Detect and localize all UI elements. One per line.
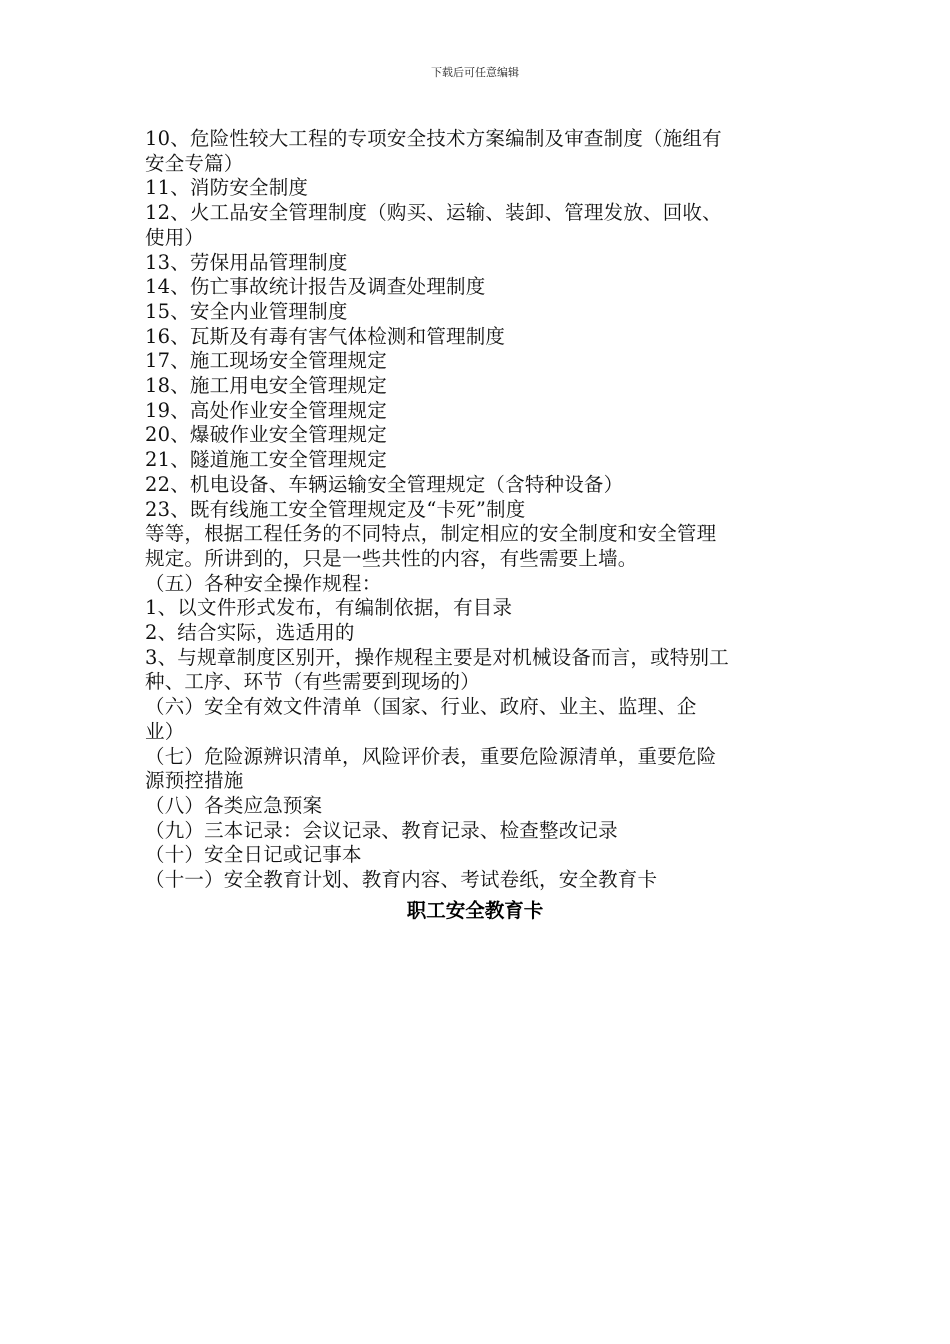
text-line: 2、结合实际，选适用的 (145, 621, 355, 645)
text-line: 1、以文件形式发布，有编制依据，有目录 (145, 596, 513, 620)
text-line: 16、瓦斯及有毒有害气体检测和管理制度 (145, 324, 506, 348)
text-line: 安全专篇） (145, 151, 244, 175)
text-line: 11、消防安全制度 (145, 176, 309, 200)
text-line: （七）危险源辨识清单，风险评价表，重要危险源清单，重要危险 (145, 744, 717, 768)
text-line: 22、机电设备、车辆运输安全管理规定（含特种设备） (145, 472, 624, 496)
text-line: 21、隧道施工安全管理规定 (145, 448, 387, 472)
text-line: 业） (145, 719, 185, 743)
document-body (145, 127, 810, 893)
text-line: 15、安全内业管理制度 (145, 299, 348, 323)
text-line: 等等，根据工程任务的不同特点，制定相应的安全制度和安全管理 (145, 522, 717, 546)
text-line: （十一）安全教育计划、教育内容、考试卷纸，安全教育卡 (145, 868, 658, 892)
text-line: 17、施工现场安全管理规定 (145, 349, 387, 373)
text-line: 19、高处作业安全管理规定 (145, 398, 387, 422)
text-line: 13、劳保用品管理制度 (145, 250, 348, 274)
text-line: 10、危险性较大工程的专项安全技术方案编制及审查制度（施组有 (145, 127, 722, 150)
text-line: 20、爆破作业安全管理规定 (145, 423, 387, 447)
text-line: 23、既有线施工安全管理规定及“卡死”制度 (145, 497, 526, 521)
text-line: 3、与规章制度区别开，操作规程主要是对机械设备而言，或特别工 (145, 645, 729, 669)
text-line: 12、火工品安全管理制度（购买、运输、装卸、管理发放、回收、 (145, 201, 722, 225)
text-line: （九）三本记录：会议记录、教育记录、检查整改记录 (145, 818, 618, 842)
text-line: 使用） (145, 225, 205, 249)
text-line: 14、伤亡事故统计报告及调查处理制度 (145, 275, 486, 299)
text-line: （八）各类应急预案 (145, 793, 323, 817)
text-line: 18、施工用电安全管理规定 (145, 374, 387, 398)
text-line: 源预控措施 (145, 769, 244, 793)
text-line: 种、工序、环节（有些需要到现场的） (145, 670, 480, 694)
text-line: （十）安全日记或记事本 (145, 843, 362, 867)
text-line: （六）安全有效文件清单（国家、行业、政府、业主、监理、企 (145, 695, 697, 719)
text-line: （五）各种安全操作规程： (145, 571, 382, 595)
page-header: 下载后可任意编辑 (431, 66, 519, 79)
text-line: 规定。所讲到的，只是一些共性的内容，有些需要上墙。 (145, 546, 638, 570)
section-heading: 职工安全教育卡 (406, 899, 544, 922)
